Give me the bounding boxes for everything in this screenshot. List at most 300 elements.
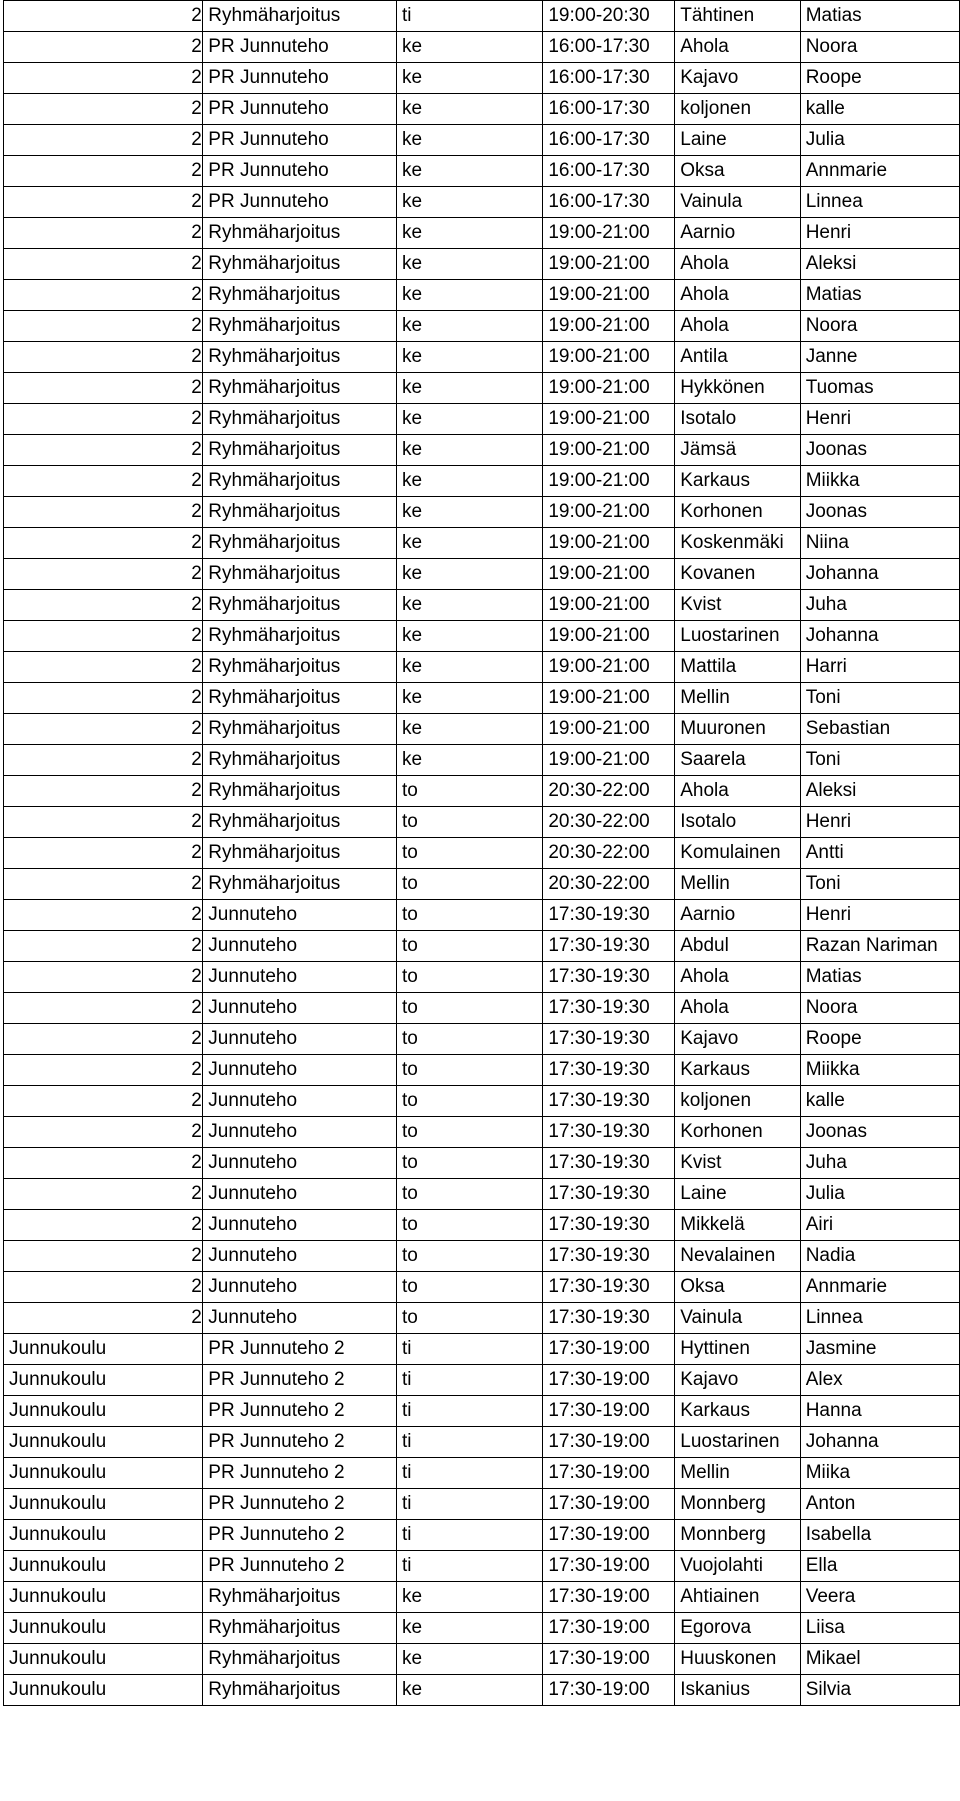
level-activity-cell: 2 Ryhmäharjoitus (203, 497, 397, 528)
first-name-cell: Juha (800, 590, 959, 621)
first-name-cell: kalle (800, 94, 959, 125)
day-cell: to (397, 900, 543, 931)
last-name-cell: Aarnio (675, 218, 800, 249)
level-activity-cell: 2 Ryhmäharjoitus (203, 342, 397, 373)
level-activity-cell: 2 PR Junnuteho (203, 63, 397, 94)
first-name-cell: Veera (800, 1582, 959, 1613)
group-cell (4, 311, 203, 342)
group-cell: Junnukoulu (4, 1427, 203, 1458)
last-name-cell: Kvist (675, 1148, 800, 1179)
table-row (4, 342, 960, 373)
time-cell: 17:30-19:00 (543, 1551, 675, 1582)
table-row (4, 1365, 960, 1396)
activity-cell: Ryhmäharjoitus (208, 1586, 341, 1607)
day-cell: to (397, 1179, 543, 1210)
group-cell (4, 466, 203, 497)
first-name-cell: Antti (800, 838, 959, 869)
activity-cell: PR Junnuteho 2 (208, 1524, 345, 1545)
last-name-cell: Muuronen (675, 714, 800, 745)
table-row (4, 838, 960, 869)
first-name-cell: Johanna (800, 1427, 959, 1458)
time-cell: 20:30-22:00 (543, 838, 675, 869)
first-name-cell: Johanna (800, 621, 959, 652)
time-cell: 19:00-21:00 (543, 404, 675, 435)
group-cell (4, 1086, 203, 1117)
first-name-cell: Roope (800, 1024, 959, 1055)
activity-cell: Junnuteho (208, 1059, 298, 1080)
last-name-cell: Jämsä (675, 435, 800, 466)
level-activity-cell: 2 Ryhmäharjoitus (203, 869, 397, 900)
group-cell (4, 63, 203, 94)
table-row (4, 1613, 960, 1644)
day-cell: ke (397, 373, 543, 404)
first-name-cell: Joonas (800, 497, 959, 528)
day-cell: ke (397, 63, 543, 94)
group-cell: Junnukoulu (4, 1458, 203, 1489)
activity-cell: PR Junnuteho 2 (208, 1493, 345, 1514)
table-row (4, 280, 960, 311)
activity-cell: Ryhmäharjoitus (208, 377, 341, 398)
first-name-cell: Toni (800, 683, 959, 714)
group-cell (4, 807, 203, 838)
table-row (4, 993, 960, 1024)
group-cell (4, 900, 203, 931)
group-cell (4, 869, 203, 900)
activity-cell: Ryhmäharjoitus (208, 346, 341, 367)
group-cell (4, 993, 203, 1024)
time-cell: 17:30-19:30 (543, 993, 675, 1024)
activity-cell: Junnuteho (208, 1276, 298, 1297)
last-name-cell: Mikkelä (675, 1210, 800, 1241)
table-row (4, 1210, 960, 1241)
first-name-cell: Miika (800, 1458, 959, 1489)
day-cell: ke (397, 621, 543, 652)
group-cell: Junnukoulu (4, 1551, 203, 1582)
first-name-cell: Toni (800, 745, 959, 776)
time-cell: 19:00-21:00 (543, 311, 675, 342)
activity-cell: Ryhmäharjoitus (208, 5, 341, 26)
time-cell: 19:00-21:00 (543, 559, 675, 590)
first-name-cell: Joonas (800, 1117, 959, 1148)
time-cell: 17:30-19:30 (543, 1024, 675, 1055)
first-name-cell: Henri (800, 404, 959, 435)
first-name-cell: Henri (800, 900, 959, 931)
time-cell: 17:30-19:30 (543, 1303, 675, 1334)
group-cell (4, 1, 203, 32)
level-activity-cell (203, 1644, 397, 1675)
time-cell: 19:00-20:30 (543, 1, 675, 32)
activity-cell: Junnuteho (208, 1307, 298, 1328)
last-name-cell: Oksa (675, 156, 800, 187)
table-row (4, 1396, 960, 1427)
time-cell: 19:00-21:00 (543, 590, 675, 621)
last-name-cell: Nevalainen (675, 1241, 800, 1272)
time-cell: 17:30-19:30 (543, 1241, 675, 1272)
activity-cell: Junnuteho (208, 966, 298, 987)
activity-cell: Junnuteho (208, 1152, 298, 1173)
last-name-cell: Ahtiainen (675, 1582, 800, 1613)
time-cell: 19:00-21:00 (543, 466, 675, 497)
table-row (4, 1427, 960, 1458)
group-cell: Junnukoulu (4, 1582, 203, 1613)
day-cell: ke (397, 466, 543, 497)
last-name-cell: Komulainen (675, 838, 800, 869)
group-cell (4, 776, 203, 807)
group-cell (4, 342, 203, 373)
group-cell (4, 1179, 203, 1210)
activity-cell: Ryhmäharjoitus (208, 749, 341, 770)
level-activity-cell: 2 Ryhmäharjoitus (203, 280, 397, 311)
table-row (4, 683, 960, 714)
table-row (4, 1551, 960, 1582)
group-cell (4, 435, 203, 466)
level-activity-cell: 2 Junnuteho (203, 1055, 397, 1086)
first-name-cell: Mikael (800, 1644, 959, 1675)
table-row (4, 94, 960, 125)
activity-cell: PR Junnuteho (208, 160, 329, 181)
last-name-cell: koljonen (675, 94, 800, 125)
group-cell (4, 1303, 203, 1334)
first-name-cell: Joonas (800, 435, 959, 466)
table-row (4, 435, 960, 466)
last-name-cell: Egorova (675, 1613, 800, 1644)
table-row (4, 1582, 960, 1613)
level-activity-cell: 2 PR Junnuteho (203, 187, 397, 218)
last-name-cell: Mellin (675, 683, 800, 714)
activity-cell: Ryhmäharjoitus (208, 1679, 341, 1700)
activity-cell: Ryhmäharjoitus (208, 315, 341, 336)
table-row (4, 1520, 960, 1551)
level-activity-cell: 2 Junnuteho (203, 900, 397, 931)
level-activity-cell: 2 Ryhmäharjoitus (203, 683, 397, 714)
last-name-cell: Luostarinen (675, 1427, 800, 1458)
first-name-cell: Alex (800, 1365, 959, 1396)
activity-cell: Ryhmäharjoitus (208, 687, 341, 708)
group-cell: Junnukoulu (4, 1613, 203, 1644)
level-activity-cell: 2 PR Junnuteho (203, 32, 397, 63)
level-activity-cell: 2 Ryhmäharjoitus (203, 590, 397, 621)
day-cell: ke (397, 435, 543, 466)
last-name-cell: Ahola (675, 32, 800, 63)
activity-cell: Ryhmäharjoitus (208, 563, 341, 584)
table-row (4, 187, 960, 218)
level-activity-cell: 2 Junnuteho (203, 931, 397, 962)
day-cell: to (397, 1272, 543, 1303)
first-name-cell: Juha (800, 1148, 959, 1179)
group-cell (4, 1272, 203, 1303)
last-name-cell: Kajavo (675, 1365, 800, 1396)
group-cell (4, 590, 203, 621)
table-row (4, 1644, 960, 1675)
level-activity-cell: 2 Junnuteho (203, 1303, 397, 1334)
time-cell: 17:30-19:00 (543, 1675, 675, 1706)
first-name-cell: Toni (800, 869, 959, 900)
table-row (4, 373, 960, 404)
day-cell: ti (397, 1458, 543, 1489)
activity-cell: Ryhmäharjoitus (208, 1648, 341, 1669)
day-cell: ti (397, 1551, 543, 1582)
day-cell: ke (397, 342, 543, 373)
level-activity-cell (203, 1334, 397, 1365)
table-row (4, 1148, 960, 1179)
time-cell: 16:00-17:30 (543, 156, 675, 187)
group-cell (4, 745, 203, 776)
first-name-cell: Miikka (800, 466, 959, 497)
group-cell (4, 652, 203, 683)
activity-cell: PR Junnuteho (208, 98, 329, 119)
day-cell: ke (397, 280, 543, 311)
first-name-cell: Julia (800, 1179, 959, 1210)
last-name-cell: Korhonen (675, 497, 800, 528)
last-name-cell: Monnberg (675, 1489, 800, 1520)
last-name-cell: Isotalo (675, 404, 800, 435)
time-cell: 16:00-17:30 (543, 32, 675, 63)
activity-cell: PR Junnuteho 2 (208, 1369, 345, 1390)
last-name-cell: Luostarinen (675, 621, 800, 652)
table-row (4, 962, 960, 993)
level-activity-cell: 2 Ryhmäharjoitus (203, 838, 397, 869)
group-cell: Junnukoulu (4, 1396, 203, 1427)
time-cell: 20:30-22:00 (543, 807, 675, 838)
activity-cell: Junnuteho (208, 1090, 298, 1111)
group-cell (4, 94, 203, 125)
day-cell: to (397, 962, 543, 993)
activity-cell: Ryhmäharjoitus (208, 439, 341, 460)
first-name-cell: Johanna (800, 559, 959, 590)
group-cell (4, 528, 203, 559)
last-name-cell: Hyttinen (675, 1334, 800, 1365)
level-activity-cell: 2 Junnuteho (203, 993, 397, 1024)
group-cell (4, 931, 203, 962)
group-cell (4, 125, 203, 156)
activity-cell: Ryhmäharjoitus (208, 718, 341, 739)
level-activity-cell: 2 Junnuteho (203, 1241, 397, 1272)
activity-cell: Junnuteho (208, 1121, 298, 1142)
time-cell: 17:30-19:00 (543, 1334, 675, 1365)
last-name-cell: Laine (675, 125, 800, 156)
group-cell: Junnukoulu (4, 1520, 203, 1551)
last-name-cell: Karkaus (675, 1396, 800, 1427)
table-row (4, 1117, 960, 1148)
level-activity-cell (203, 1675, 397, 1706)
activity-cell: Junnuteho (208, 1028, 298, 1049)
level-activity-cell (203, 1551, 397, 1582)
time-cell: 17:30-19:00 (543, 1613, 675, 1644)
last-name-cell: Vuojolahti (675, 1551, 800, 1582)
last-name-cell: Karkaus (675, 1055, 800, 1086)
level-activity-cell: 2 Ryhmäharjoitus (203, 528, 397, 559)
activity-cell: Ryhmäharjoitus (208, 842, 341, 863)
level-activity-cell: 2 Ryhmäharjoitus (203, 1, 397, 32)
level-activity-cell: 2 Ryhmäharjoitus (203, 466, 397, 497)
level-activity-cell: 2 Junnuteho (203, 1179, 397, 1210)
time-cell: 17:30-19:00 (543, 1396, 675, 1427)
activity-cell: PR Junnuteho 2 (208, 1400, 345, 1421)
first-name-cell: Julia (800, 125, 959, 156)
table-row (4, 1334, 960, 1365)
first-name-cell: Isabella (800, 1520, 959, 1551)
table-row (4, 311, 960, 342)
group-cell (4, 683, 203, 714)
level-activity-cell: 2 PR Junnuteho (203, 156, 397, 187)
first-name-cell: Linnea (800, 1303, 959, 1334)
table-row (4, 745, 960, 776)
last-name-cell: Ahola (675, 249, 800, 280)
first-name-cell: Silvia (800, 1675, 959, 1706)
table-row (4, 1675, 960, 1706)
activity-cell: Junnuteho (208, 1183, 298, 1204)
activity-cell: Ryhmäharjoitus (208, 656, 341, 677)
day-cell: ke (397, 497, 543, 528)
time-cell: 19:00-21:00 (543, 683, 675, 714)
day-cell: ti (397, 1427, 543, 1458)
group-cell: Junnukoulu (4, 1334, 203, 1365)
time-cell: 19:00-21:00 (543, 745, 675, 776)
time-cell: 19:00-21:00 (543, 342, 675, 373)
time-cell: 20:30-22:00 (543, 776, 675, 807)
time-cell: 17:30-19:30 (543, 1086, 675, 1117)
table-row (4, 652, 960, 683)
day-cell: ti (397, 1396, 543, 1427)
time-cell: 17:30-19:30 (543, 1117, 675, 1148)
table-row (4, 1458, 960, 1489)
day-cell: ke (397, 156, 543, 187)
group-cell (4, 280, 203, 311)
activity-cell: Ryhmäharjoitus (208, 284, 341, 305)
activity-cell: PR Junnuteho (208, 36, 329, 57)
last-name-cell: Oksa (675, 1272, 800, 1303)
activity-cell: Ryhmäharjoitus (208, 253, 341, 274)
time-cell: 17:30-19:00 (543, 1489, 675, 1520)
level-activity-cell: 2 Junnuteho (203, 1148, 397, 1179)
table-row (4, 590, 960, 621)
group-cell (4, 1055, 203, 1086)
activity-cell: Junnuteho (208, 935, 298, 956)
level-activity-cell: 2 Ryhmäharjoitus (203, 652, 397, 683)
group-cell: Junnukoulu (4, 1675, 203, 1706)
table-row (4, 63, 960, 94)
time-cell: 19:00-21:00 (543, 249, 675, 280)
activity-cell: PR Junnuteho (208, 191, 329, 212)
level-activity-cell: 2 Ryhmäharjoitus (203, 714, 397, 745)
day-cell: to (397, 1210, 543, 1241)
first-name-cell: Hanna (800, 1396, 959, 1427)
time-cell: 16:00-17:30 (543, 187, 675, 218)
table-row (4, 32, 960, 63)
table-row (4, 1489, 960, 1520)
level-activity-cell: 2 Ryhmäharjoitus (203, 776, 397, 807)
level-activity-cell: 2 Ryhmäharjoitus (203, 435, 397, 466)
time-cell: 17:30-19:00 (543, 1582, 675, 1613)
last-name-cell: Ahola (675, 776, 800, 807)
last-name-cell: Huuskonen (675, 1644, 800, 1675)
last-name-cell: Kajavo (675, 63, 800, 94)
level-activity-cell: 2 Junnuteho (203, 962, 397, 993)
day-cell: to (397, 1055, 543, 1086)
time-cell: 16:00-17:30 (543, 94, 675, 125)
day-cell: to (397, 869, 543, 900)
table-row (4, 125, 960, 156)
day-cell: ke (397, 1582, 543, 1613)
day-cell: ke (397, 404, 543, 435)
last-name-cell: Korhonen (675, 1117, 800, 1148)
last-name-cell: Mattila (675, 652, 800, 683)
first-name-cell: Nadia (800, 1241, 959, 1272)
first-name-cell: Linnea (800, 187, 959, 218)
schedule-table-body (4, 1, 960, 1706)
last-name-cell: Vainula (675, 187, 800, 218)
day-cell: to (397, 1024, 543, 1055)
day-cell: to (397, 776, 543, 807)
first-name-cell: kalle (800, 1086, 959, 1117)
group-cell (4, 1210, 203, 1241)
time-cell: 17:30-19:00 (543, 1520, 675, 1551)
group-cell (4, 838, 203, 869)
level-activity-cell (203, 1396, 397, 1427)
table-row (4, 1055, 960, 1086)
time-cell: 19:00-21:00 (543, 621, 675, 652)
table-row (4, 528, 960, 559)
group-cell (4, 714, 203, 745)
last-name-cell: Tähtinen (675, 1, 800, 32)
first-name-cell: Harri (800, 652, 959, 683)
group-cell: Junnukoulu (4, 1644, 203, 1675)
schedule-table (3, 0, 960, 1706)
time-cell: 19:00-21:00 (543, 714, 675, 745)
first-name-cell: Anton (800, 1489, 959, 1520)
level-activity-cell: 2 Junnuteho (203, 1117, 397, 1148)
last-name-cell: Kvist (675, 590, 800, 621)
first-name-cell: Matias (800, 962, 959, 993)
group-cell (4, 32, 203, 63)
day-cell: ke (397, 94, 543, 125)
first-name-cell: Noora (800, 993, 959, 1024)
time-cell: 16:00-17:30 (543, 63, 675, 94)
first-name-cell: Razan Nariman (800, 931, 959, 962)
table-row (4, 807, 960, 838)
last-name-cell: Saarela (675, 745, 800, 776)
activity-cell: PR Junnuteho (208, 67, 329, 88)
first-name-cell: Aleksi (800, 776, 959, 807)
day-cell: to (397, 1117, 543, 1148)
table-row (4, 404, 960, 435)
last-name-cell: Ahola (675, 311, 800, 342)
level-activity-cell (203, 1520, 397, 1551)
day-cell: ke (397, 652, 543, 683)
activity-cell: PR Junnuteho 2 (208, 1431, 345, 1452)
day-cell: ke (397, 714, 543, 745)
activity-cell: Ryhmäharjoitus (208, 408, 341, 429)
day-cell: to (397, 1241, 543, 1272)
activity-cell: PR Junnuteho 2 (208, 1338, 345, 1359)
group-cell (4, 559, 203, 590)
table-row (4, 1024, 960, 1055)
time-cell: 17:30-19:00 (543, 1427, 675, 1458)
time-cell: 19:00-21:00 (543, 280, 675, 311)
last-name-cell: Ahola (675, 280, 800, 311)
activity-cell: PR Junnuteho (208, 129, 329, 150)
first-name-cell: Miikka (800, 1055, 959, 1086)
first-name-cell: Henri (800, 218, 959, 249)
first-name-cell: Roope (800, 63, 959, 94)
time-cell: 19:00-21:00 (543, 528, 675, 559)
activity-cell: Junnuteho (208, 1214, 298, 1235)
activity-cell: Junnuteho (208, 1245, 298, 1266)
first-name-cell: Annmarie (800, 1272, 959, 1303)
activity-cell: Ryhmäharjoitus (208, 811, 341, 832)
level-activity-cell (203, 1365, 397, 1396)
last-name-cell: Kajavo (675, 1024, 800, 1055)
